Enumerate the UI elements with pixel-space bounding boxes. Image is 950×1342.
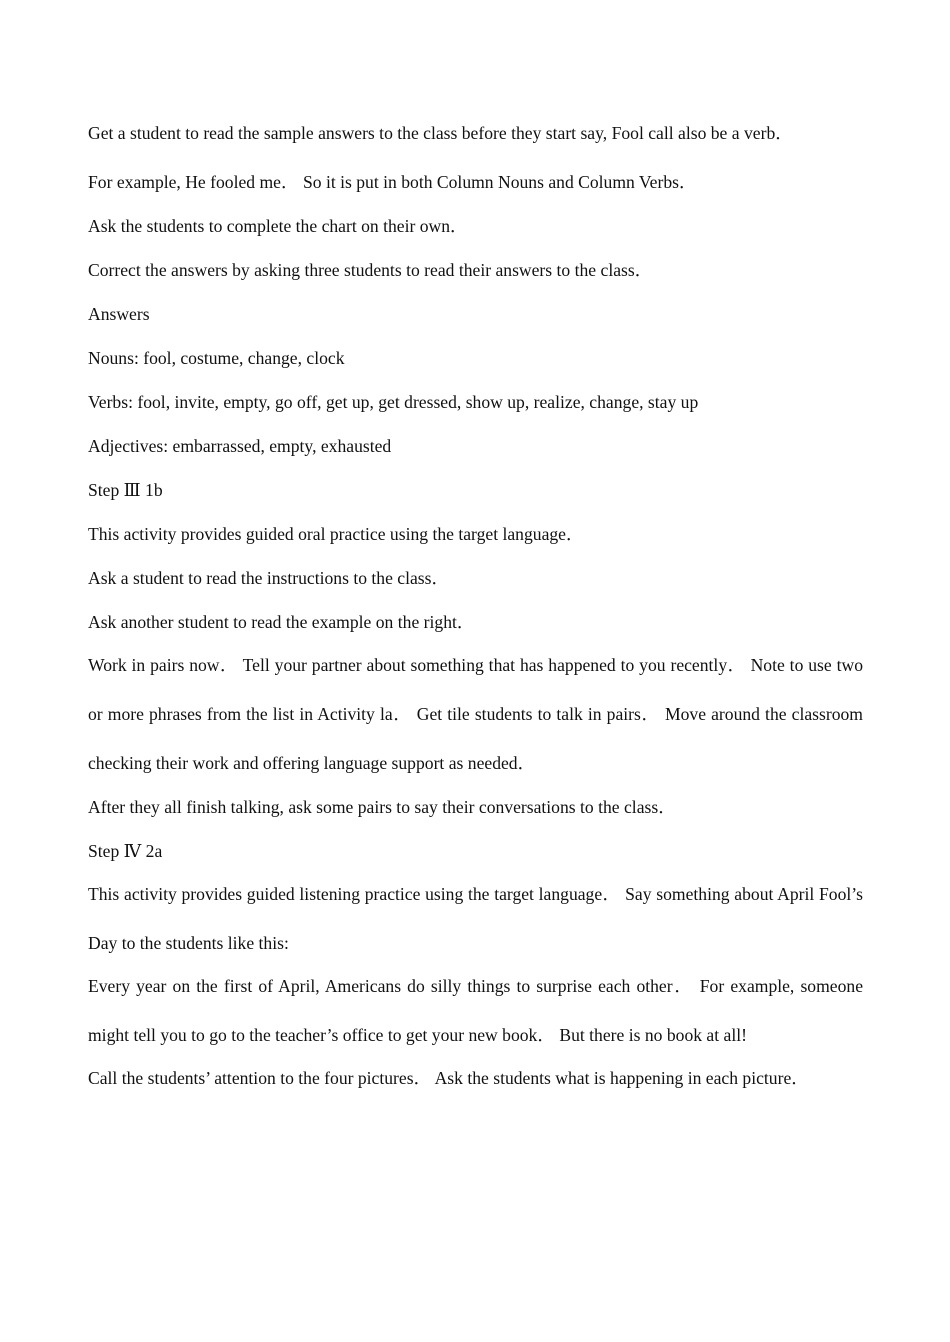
paragraph-april-fools: Every year on the first of April, Americans do silly things to surprise each other． For example, someone might tell you to go to the teacher’s office to get your new book． But there is no book at all! (88, 976, 863, 1045)
answers-heading: Answers (88, 304, 150, 324)
paragraph-four-pictures: Call the students’ attention to the four pictures． Ask the students what is happening in each picture． (88, 1068, 809, 1088)
document-body (88, 120, 863, 1109)
paragraph-complete-chart: Ask the students to complete the chart on their own． (88, 216, 468, 236)
paragraph-after-talking: After they all finish talking, ask some pairs to say their conversations to the class． (88, 797, 676, 817)
paragraph-read-instructions: Ask a student to read the instructions to the class． (88, 568, 450, 588)
paragraph-read-example: Ask another student to read the example on the right． (88, 612, 475, 632)
paragraph-oral-practice: This activity provides guided oral practice using the target language． (88, 524, 584, 544)
paragraph-sample-answers: Get a student to read the sample answers to the class before they start say, Fool call also be a verb． (88, 123, 793, 143)
answers-nouns: Nouns: fool, costume, change, clock (88, 348, 345, 368)
paragraph-example: For example, He fooled me． So it is put in both Column Nouns and Column Verbs． (88, 172, 697, 192)
paragraph-correct-answers: Correct the answers by asking three students to read their answers to the class． (88, 260, 653, 280)
paragraph-work-in-pairs: Work in pairs now． Tell your partner about something that has happened to you recently． Note to use two or more phrases from the list in Activity la． Get tile students to talk in pairs． Move around the classroom checking their work and offering language support as needed． (88, 655, 863, 773)
paragraph-listening-practice: This activity provides guided listening practice using the target language． Say something about April Fool’s Day to the students like this: (88, 884, 863, 953)
step-3-heading: Step Ⅲ 1b (88, 480, 163, 500)
step-4-heading: Step Ⅳ 2a (88, 841, 163, 861)
answers-adjectives: Adjectives: embarrassed, empty, exhausted (88, 436, 392, 456)
answers-verbs: Verbs: fool, invite, empty, go off, get up, get dressed, show up, realize, change, stay up (88, 392, 699, 412)
